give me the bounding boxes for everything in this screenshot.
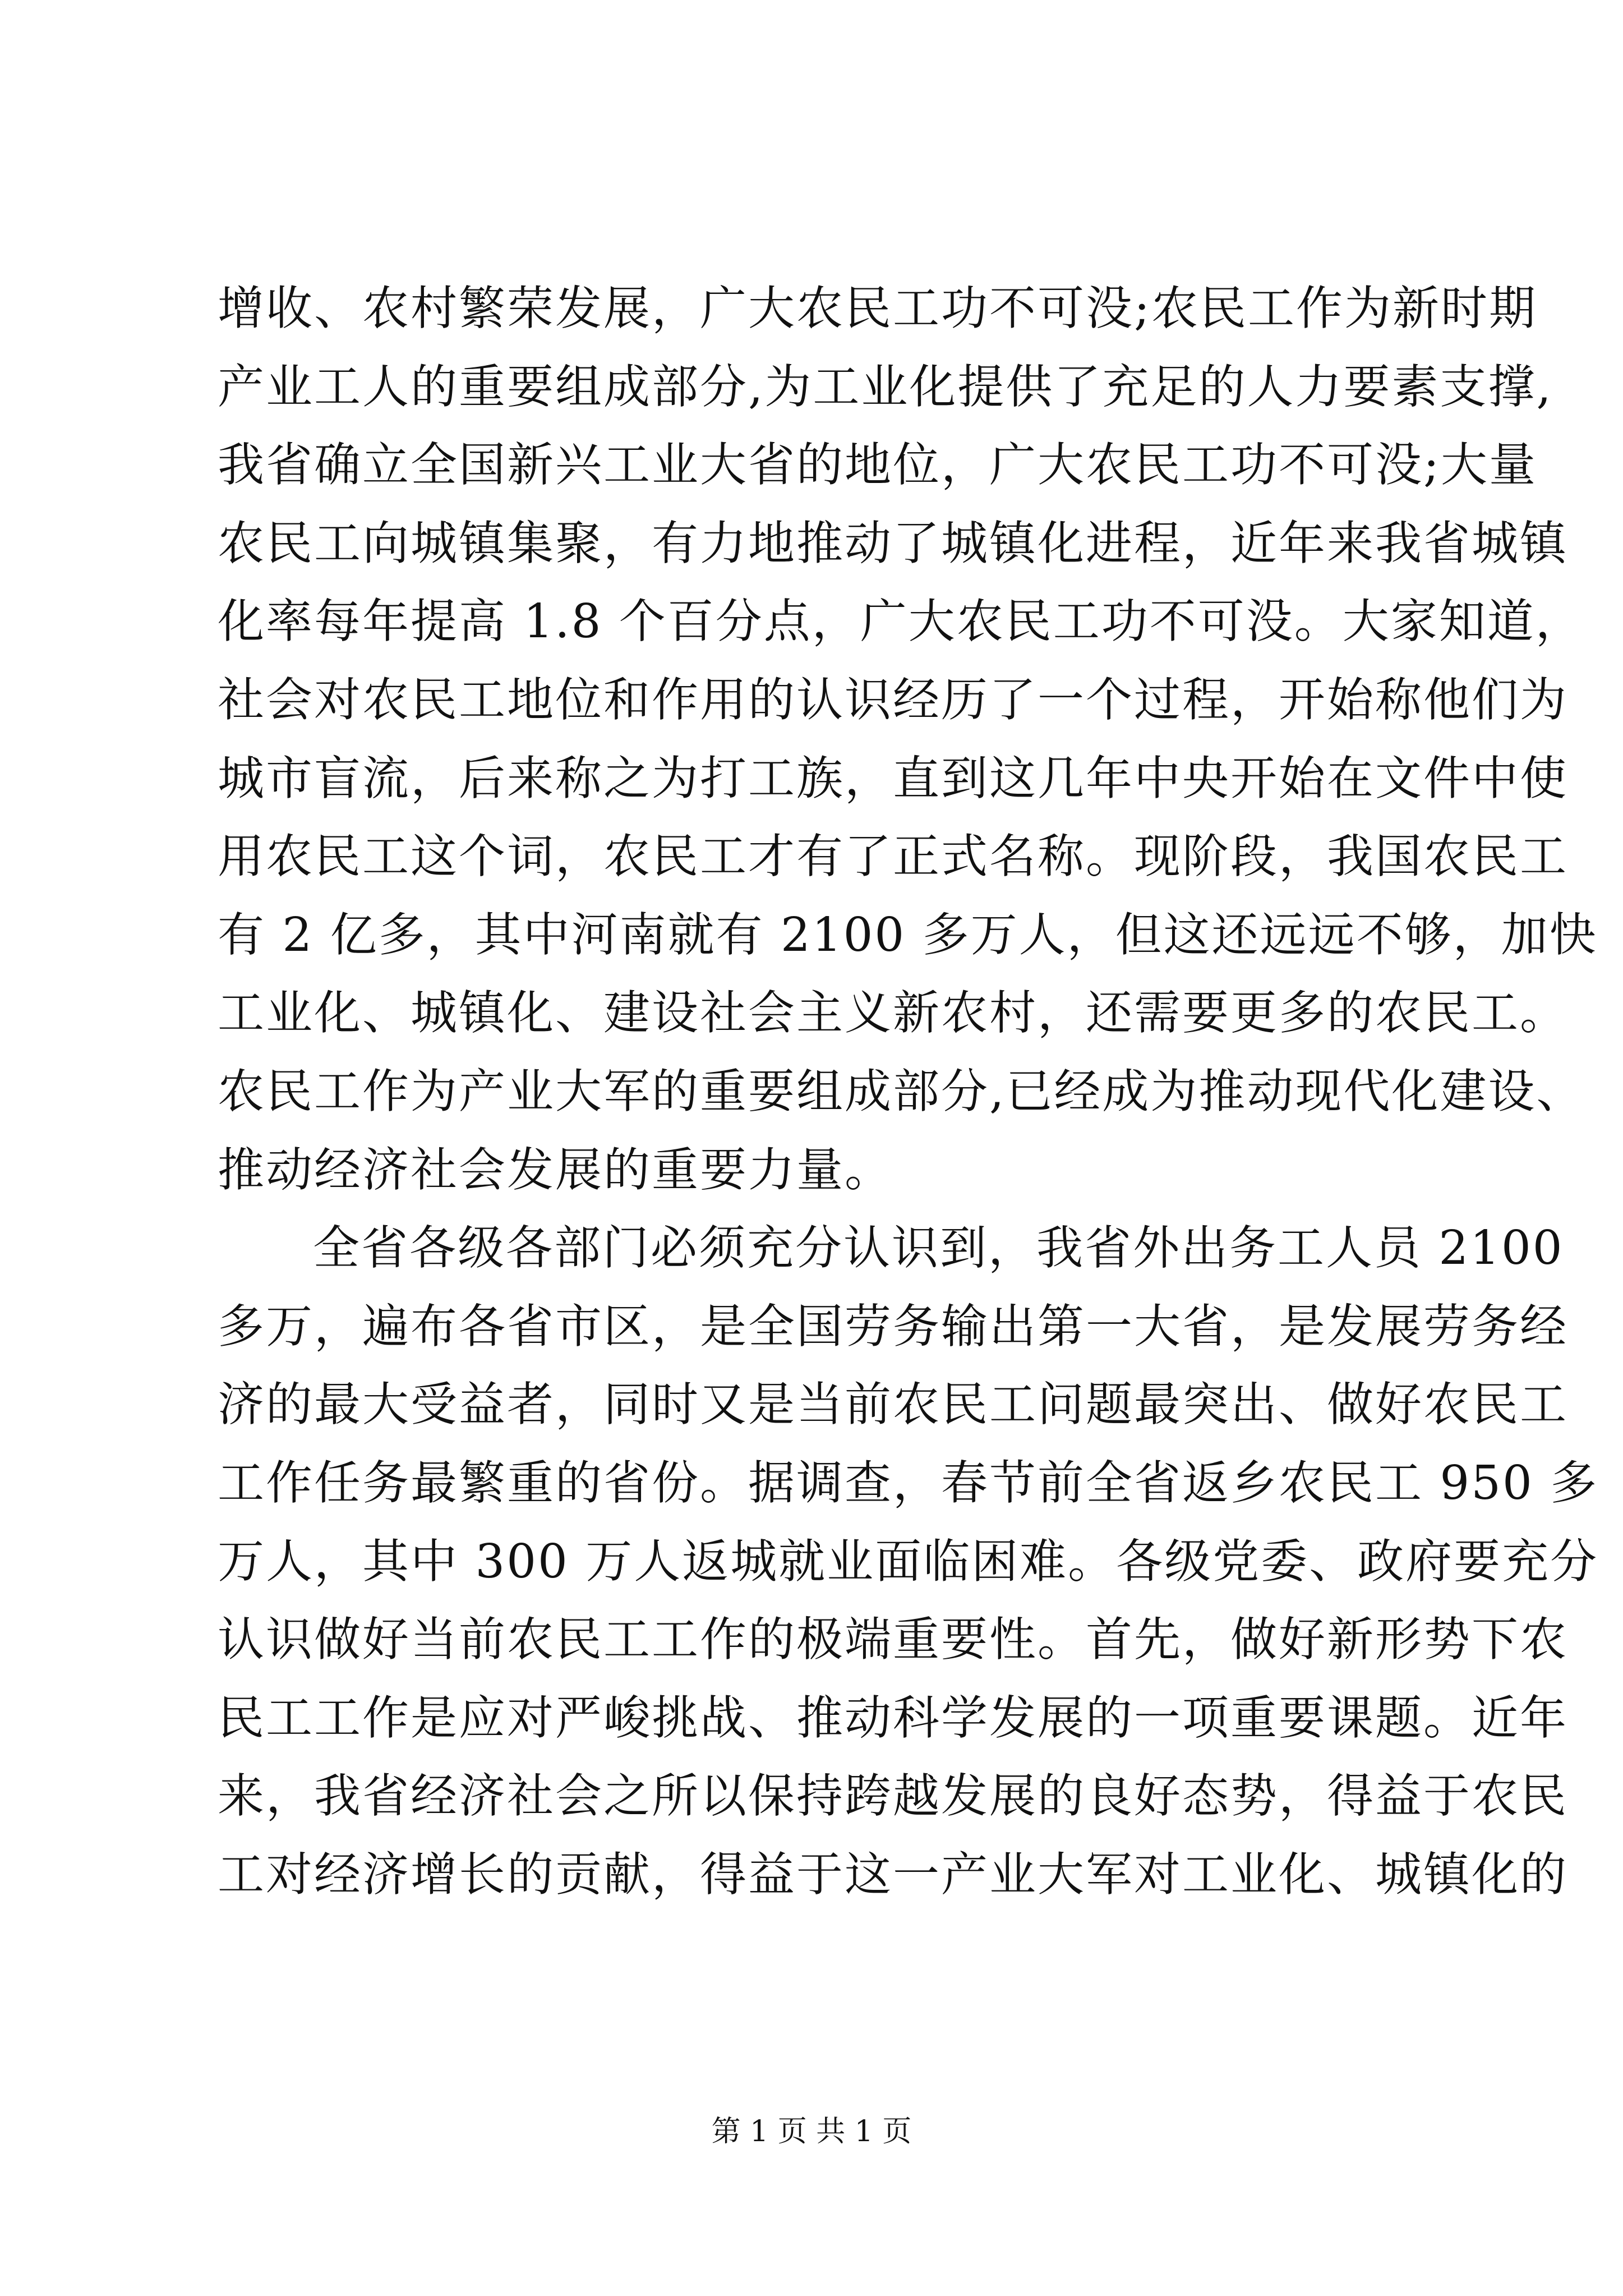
text-line: 民工工作是应对严峻挑战、推动科学发展的一项重要课题。近年 [218, 1690, 1568, 1745]
text-line: 社会对农民工地位和作用的认识经历了一个过程，开始称他们为 [218, 672, 1568, 727]
text-line: 多万，遍布各省市区，是全国劳务输出第一大省，是发展劳务经 [218, 1299, 1568, 1354]
text-line: 农民工向城镇集聚，有力地推动了城镇化进程，近年来我省城镇 [218, 516, 1568, 570]
text-line: 万人，其中 300 万人返城就业面临困难。各级党委、政府要充分 [218, 1534, 1599, 1589]
text-line: 农民工作为产业大军的重要组成部分,已经成为推动现代化建设、 [218, 1064, 1585, 1119]
text-line: 用农民工这个词，农民工才有了正式名称。现阶段，我国农民工 [218, 829, 1568, 884]
page-footer [0, 2112, 1623, 2151]
paragraph-1 [218, 269, 1598, 1209]
text-line: 城市盲流，后来称之为打工族，直到这几年中央开始在文件中使 [218, 751, 1568, 806]
text-line: 增收、农村繁荣发展，广大农民工功不可没;农民工作为新时期 [218, 281, 1537, 335]
text-line: 认识做好当前农民工工作的极端重要性。首先，做好新形势下农 [218, 1612, 1568, 1667]
text-line: 有 2 亿多，其中河南就有 2100 多万人，但这还远远不够，加快 [218, 907, 1598, 962]
text-line: 来，我省经济社会之所以保持跨越发展的良好态势，得益于农民 [218, 1769, 1568, 1824]
page-number-indicator: 第 1 页 共 1 页 [711, 2115, 912, 2148]
text-line: 我省确立全国新兴工业大省的地位，广大农民工功不可没;大量 [218, 438, 1537, 493]
text-line: 化率每年提高 1.8 个百分点，广大农民工功不可没。大家知道， [218, 594, 1584, 649]
document-body [218, 269, 1599, 1913]
text-line: 产业工人的重要组成部分,为工业化提供了充足的人力要素支撑, [218, 359, 1553, 414]
text-line: 工作任务最繁重的省份。据调查，春节前全省返乡农民工 950 多 [218, 1455, 1599, 1510]
paragraph-2 [218, 1209, 1599, 1913]
text-line: 推动经济社会发展的重要力量。 [218, 1142, 893, 1197]
text-line: 工对经济增长的贡献，得益于这一产业大军对工业化、城镇化的 [218, 1847, 1568, 1902]
text-line: 工业化、城镇化、建设社会主义新农村，还需要更多的农民工。 [218, 986, 1568, 1041]
text-line: 全省各级各部门必须充分认识到，我省外出务工人员 2100 [313, 1221, 1564, 1276]
text-line: 济的最大受益者，同时又是当前农民工问题最突出、做好农民工 [218, 1377, 1568, 1432]
